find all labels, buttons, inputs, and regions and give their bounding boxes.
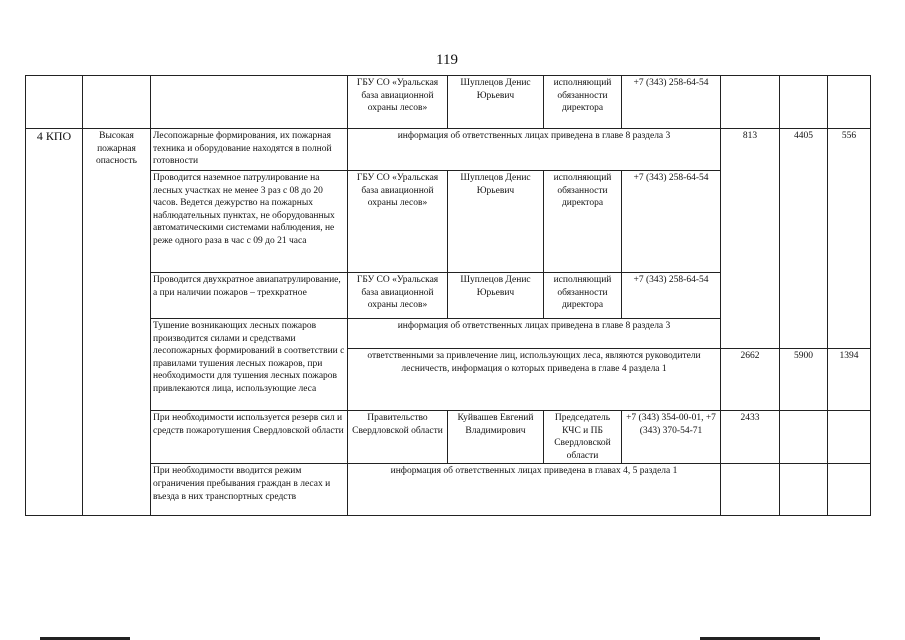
value-cell: 4405 [780,129,828,349]
person-cell: Шуплецов Денис Юрьевич [448,76,544,129]
position-cell: исполняющий обязанности директора [544,76,622,129]
table-row [26,411,871,464]
info-cell: информация об ответственных лицах приведена в главах 4, 5 раздела 1 [348,464,721,516]
person-cell: Куйвашев Евгений Владимирович [448,411,544,464]
table-row [26,464,871,516]
person-cell: Шуплецов Денис Юрьевич [448,171,544,273]
table-row [26,76,871,129]
measure-cell: Проводится наземное патрулирование на лесных участках не менее 3 раз с 08 до 20 часов. Ведется дежурство на пожарных наблюдательных пунктах, не оборудованных автоматическими системами наблюдения, не реже одного раза в час с 09 до 21 часа [151,171,348,273]
table-row [26,129,871,171]
value-cell: 5900 [780,349,828,411]
org-cell: ГБУ СО «Уральская база авиационной охраны лесов» [348,76,448,129]
value-cell: 813 [721,129,780,349]
position-cell: Председатель КЧС и ПБ Свердловской области [544,411,622,464]
phone-cell: +7 (343) 258-64-54 [622,273,721,319]
measure-cell: Тушение возникающих лесных пожаров производится силами и средствами лесопожарных формирований в соответствии с правилами тушения лесных пожаров, при необходимости для тушения лесных пожаров привлекаются лица, использующие леса [151,319,348,411]
measure-cell: Проводится двухкратное авиапатрулирование, а при наличии пожаров – трехкратное [151,273,348,319]
info-cell: информация об ответственных лицах приведена в главе 8 раздела 3 [348,319,721,349]
page-number: 119 [436,52,458,68]
level-cell: 4 КПО [26,129,83,516]
org-cell: ГБУ СО «Уральская база авиационной охраны лесов» [348,273,448,319]
danger-cell: Высокая пожарная опасность [83,129,151,516]
position-cell: исполняющий обязанности директора [544,171,622,273]
phone-cell: +7 (343) 258-64-54 [622,171,721,273]
value-cell: 1394 [828,349,871,411]
value-cell: 2433 [721,411,780,464]
value-cell: 556 [828,129,871,349]
measure-cell: При необходимости используется резерв сил и средств пожаротушения Свердловской области [151,411,348,464]
phone-cell: +7 (343) 258-64-54 [622,76,721,129]
measure-cell: Лесопожарные формирования, их пожарная техника и оборудование находятся в полной готовности [151,129,348,171]
org-cell: ГБУ СО «Уральская база авиационной охраны лесов» [348,171,448,273]
person-cell: Шуплецов Денис Юрьевич [448,273,544,319]
position-cell: исполняющий обязанности директора [544,273,622,319]
phone-cell: +7 (343) 354-00-01, +7 (343) 370-54-71 [622,411,721,464]
info-cell: информация об ответственных лицах приведена в главе 8 раздела 3 [348,129,721,171]
info-cell: ответственными за привлечение лиц, использующих леса, являются руководители лесничеств, информация о которых приведена в главе 4 раздела 1 [348,349,721,411]
org-cell: Правительство Свердловской области [348,411,448,464]
measure-cell: При необходимости вводится режим ограничения пребывания граждан в лесах и въезда в них транспортных средств [151,464,348,516]
value-cell: 2662 [721,349,780,411]
fire-danger-table [25,75,871,516]
